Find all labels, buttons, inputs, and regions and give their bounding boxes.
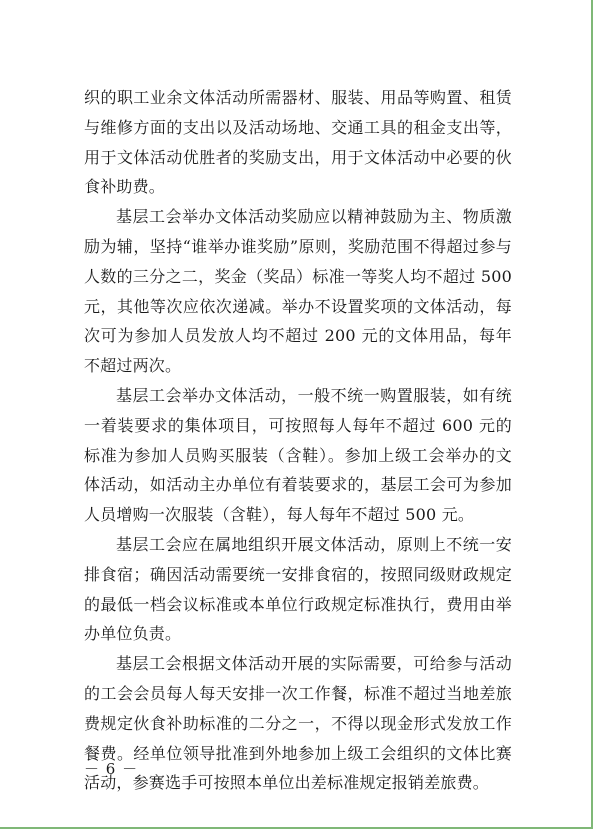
paragraph-5: 基层工会根据文体活动开展的实际需要，可给参与活动的工会会员每人每天安排一次工作餐，标准不超过当地差旅费规定伙食补助标准的二分之一，不得以现金形式发放工作餐费。经单位领导批准到外地参加上级工会组织的文体比赛活动，参赛选手可按照本单位出差标准规定报销差旅费。 <box>84 654 512 793</box>
paragraph-2: 基层工会举办文体活动奖励应以精神鼓励为主、物质激励为辅，坚持“谁举办谁奖励”原则，奖励范围不得超过参与人数的三分之二，奖金（奖品）标准一等奖人均不超过 500 元，其他等次应依次递减。举办不设置奖项的文体活动，每次可为参加人员发放人均不超过 200 元的文体用品，每年不超过两次。 <box>84 207 512 376</box>
paragraph-1: 织的职工业余文体活动所需器材、服装、用品等购置、租赁与维修方面的支出以及活动场地、交通工具的租金支出等，用于文体活动优胜者的奖励支出，用于文体活动中必要的伙食补助费。 <box>84 88 512 197</box>
page-number: － 6 － <box>84 760 139 778</box>
paragraph-4: 基层工会应在属地组织开展文体活动，原则上不统一安排食宿；确因活动需要统一安排食宿的，按照同级财政规定的最低一档会议标准或本单位行政规定标准执行，费用由举办单位负责。 <box>84 534 512 644</box>
document-body <box>84 83 512 798</box>
paragraph-3: 基层工会举办文体活动，一般不统一购置服装，如有统一着装要求的集体项目，可按照每人每年不超过 600 元的标准为参加人员购买服装（含鞋）。参加上级工会举办的文体活动，如活动主办单位有着装要求的，基层工会可为参加人员增购一次服装（含鞋），每人每年不超过 500 元。 <box>84 385 512 525</box>
